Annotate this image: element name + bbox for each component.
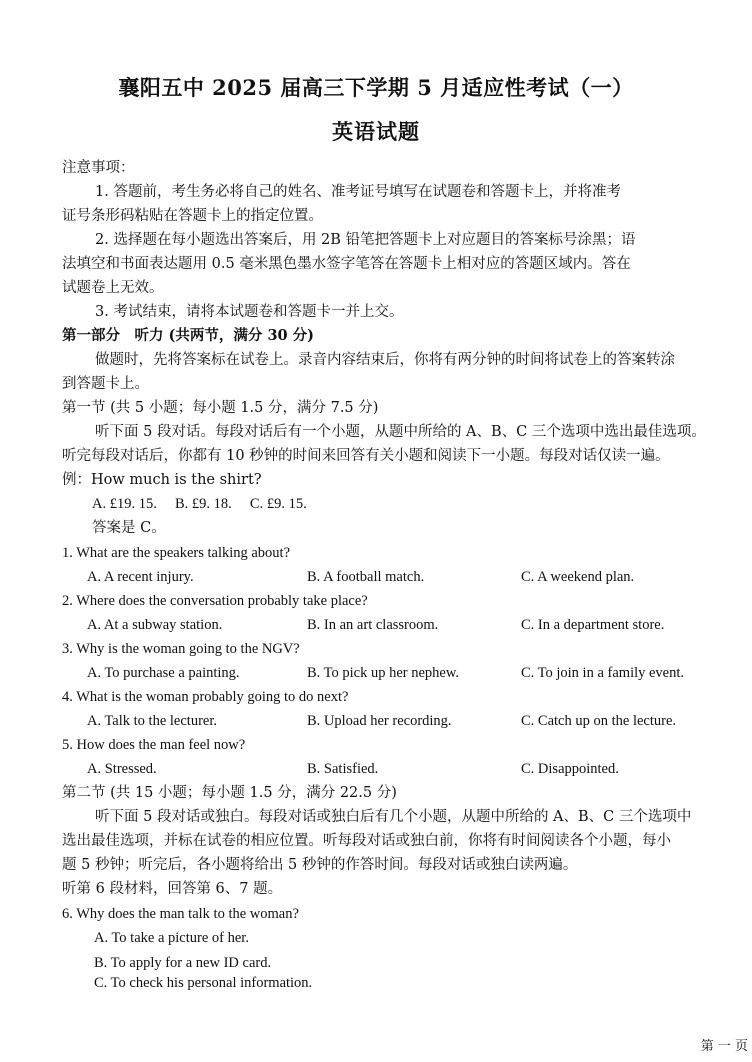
notice-item-2-line-2: 法填空和书面表达题用 0.5 毫米黑色墨水签字笔答在答题卡上相对应的答题区域内。答在	[62, 256, 631, 272]
question-6-option-a: A. To take a picture of her.	[94, 930, 249, 946]
question-2-option-a: A. At a subway station.	[87, 617, 223, 633]
question-1-option-c: C. A weekend plan.	[521, 569, 635, 585]
exam-title: 襄阳五中 2025 届高三下学期 5 月适应性考试（一）	[118, 75, 634, 100]
question-2-option-b: B. In an art classroom.	[307, 617, 439, 633]
example-answer: 答案是 C。	[92, 520, 166, 536]
question-5-option-b: B. Satisfied.	[307, 761, 379, 777]
question-4: 4. What is the woman probably going to do next?	[62, 689, 349, 705]
question-2: 2. Where does the conversation probably take place?	[62, 593, 368, 609]
question-5-option-c: C. Disappointed.	[521, 761, 619, 777]
question-3-option-c: C. To join in a family event.	[521, 665, 685, 681]
question-3-option-b: B. To pick up her nephew.	[307, 665, 460, 681]
example-options: A. £19. 15. B. £9. 18. C. £9. 15.	[92, 496, 307, 512]
question-5: 5. How does the man feel now?	[62, 737, 246, 753]
question-6: 6. Why does the man talk to the woman?	[62, 906, 299, 922]
question-1-option-a: A. A recent injury.	[87, 569, 194, 585]
notice-heading: 注意事项：	[62, 160, 135, 176]
question-4-option-a: A. Talk to the lecturer.	[87, 713, 217, 729]
notice-item-3: 3. 考试结束，请将本试题卷和答题卡一并上交。	[95, 304, 404, 320]
question-6-option-b: B. To apply for a new ID card.	[94, 955, 272, 971]
exam-subtitle: 英语试题	[332, 119, 420, 144]
part1-heading: 第一部分 听力 (共两节，满分 30 分)	[62, 327, 315, 344]
part1-intro-line-2: 到答题卡上。	[62, 376, 149, 392]
section2-instruction-line-3: 题 5 秒钟；听完后，各小题将给出 5 秒钟的作答时间。每段对话或独白读两遍。	[62, 857, 578, 873]
question-2-option-c: C. In a department store.	[521, 617, 665, 633]
question-6-option-c: C. To check his personal information.	[94, 975, 313, 991]
example-question: 例：How much is the shirt?	[62, 472, 262, 488]
notice-item-2-line-3: 试题卷上无效。	[62, 280, 164, 296]
question-1: 1. What are the speakers talking about?	[62, 545, 291, 561]
question-1-option-b: B. A football match.	[307, 569, 425, 585]
section2-instruction-line-2: 选出最佳选项，并标在试卷的相应位置。听每段对话或独白前，你将有时间阅读各个小题，每小	[62, 833, 671, 849]
question-3: 3. Why is the woman going to the NGV?	[62, 641, 300, 657]
question-4-option-b: B. Upload her recording.	[307, 713, 452, 729]
notice-item-1-line-2: 证号条形码粘贴在答题卡上的指定位置。	[62, 208, 323, 224]
section2-instruction-line-1: 听下面 5 段对话或独白。每段对话或独白后有几个小题，从题中所给的 A、B、C 三个选项中	[95, 809, 692, 825]
material-6-label: 听第 6 段材料，回答第 6、7 题。	[62, 881, 283, 897]
question-4-option-c: C. Catch up on the lecture.	[521, 713, 677, 729]
notice-item-1-line-1: 1. 答题前，考生务必将自己的姓名、准考证号填写在试题卷和答题卡上，并将准考	[95, 184, 621, 200]
notice-item-2-line-1: 2. 选择题在每小题选出答案后，用 2B 铅笔把答题卡上对应题目的答案标号涂黑；语	[95, 232, 636, 248]
page-number: 第 一 页	[700, 1039, 748, 1054]
section1-heading: 第一节 (共 5 小题；每小题 1.5 分，满分 7.5 分)	[62, 400, 379, 416]
section1-instruction-line-1: 听下面 5 段对话。每段对话后有一个小题，从题中所给的 A、B、C 三个选项中选出最佳选项。	[95, 424, 706, 440]
question-5-option-a: A. Stressed.	[87, 761, 157, 777]
part1-intro-line-1: 做题时，先将答案标在试卷上。录音内容结束后，你将有两分钟的时间将试卷上的答案转涂	[95, 352, 675, 368]
question-3-option-a: A. To purchase a painting.	[87, 665, 240, 681]
section2-heading: 第二节 (共 15 小题；每小题 1.5 分，满分 22.5 分)	[62, 785, 397, 801]
section1-instruction-line-2: 听完每段对话后，你都有 10 秒钟的时间来回答有关小题和阅读下一小题。每段对话仅读一遍。	[62, 448, 670, 464]
